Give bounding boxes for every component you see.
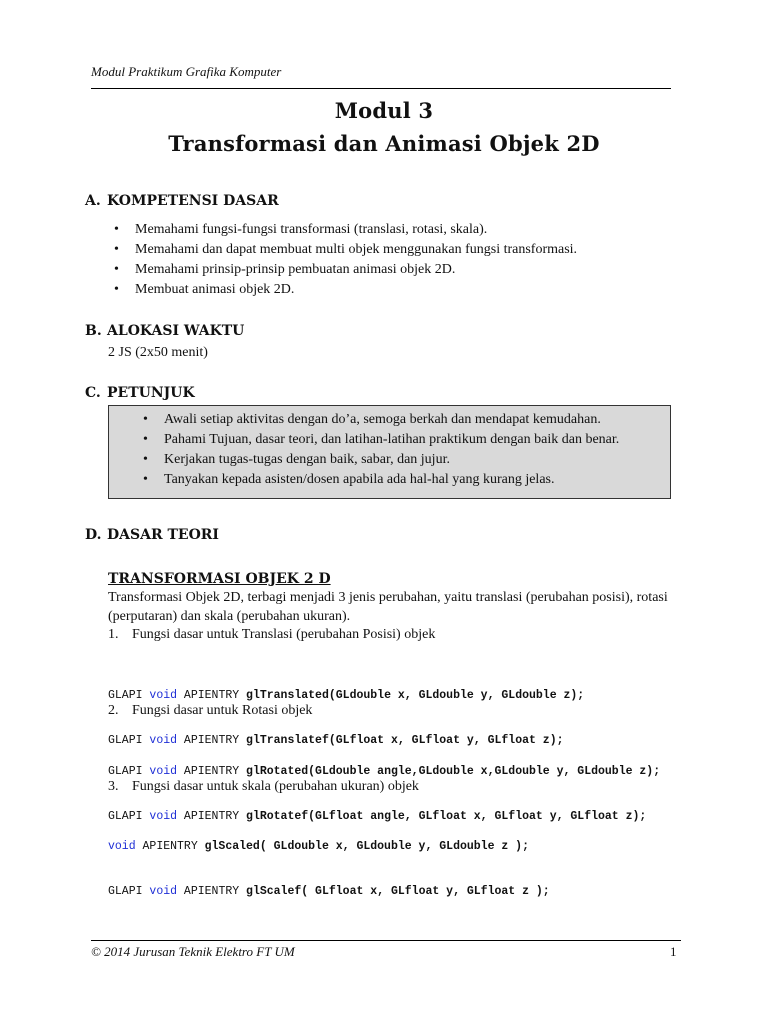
- instructions-list: [139, 410, 619, 490]
- list-item: • Tanyakan kepada asisten/dosen apabila ada hal-hal yang kurang jelas.: [139, 470, 619, 490]
- code-line: GLAPI void APIENTRY glTranslatef(GLfloat x, GLfloat y, GLfloat z);: [108, 734, 564, 747]
- item-text: Fungsi dasar untuk Translasi (perubahan Posisi) objek: [132, 627, 436, 642]
- footer-copyright: © 2014 Jurusan Teknik Elektro FT UM: [91, 944, 295, 959]
- list-item: • Awali setiap aktivitas dengan do’a, semoga berkah dan mendapat kemudahan.: [139, 410, 619, 430]
- page-number: 1: [670, 944, 677, 959]
- section-a-letter: A.: [85, 193, 101, 209]
- list-item: • Memahami prinsip-prinsip pembuatan animasi objek 2D.: [110, 260, 577, 280]
- code-line: void APIENTRY glScaled( GLdouble x, GLdouble y, GLdouble z );: [108, 840, 529, 853]
- list-item: • Kerjakan tugas-tugas dengan baik, sabar, dan jujur.: [139, 450, 619, 470]
- section-c-letter: C.: [85, 385, 101, 401]
- item-text: Fungsi dasar untuk skala (perubahan ukuran) objek: [132, 779, 419, 794]
- instructions-box: [108, 405, 671, 499]
- section-b-title: ALOKASI WAKTU: [107, 323, 245, 339]
- item-number: 2.: [108, 703, 119, 718]
- item-text: Fungsi dasar untuk Rotasi objek: [132, 703, 313, 718]
- section-a-title: KOMPETENSI DASAR: [107, 193, 279, 209]
- numbered-item-translation: [108, 627, 435, 643]
- section-a-heading: [85, 193, 279, 209]
- list-item: • Memahami dan dapat membuat multi objek menggunakan fungsi transformasi.: [110, 240, 577, 260]
- running-header: Modul Praktikum Grafika Komputer: [91, 64, 282, 79]
- section-d-title: DASAR TEORI: [107, 527, 219, 543]
- theory-intro: Transformasi Objek 2D, terbagi menjadi 3 jenis perubahan, yaitu translasi (perubahan posisi), rotasi (perputaran) dan skala (perubahan ukuran).: [108, 590, 668, 624]
- section-b-heading: [85, 323, 244, 339]
- module-number: Modul 3: [334, 98, 434, 123]
- module-title: Transformasi dan Animasi Objek 2D: [168, 131, 600, 156]
- time-allocation-text: 2 JS (2x50 menit): [108, 345, 208, 360]
- numbered-item-scale: [108, 779, 419, 795]
- code-block-scale: [108, 809, 550, 929]
- list-item: • Memahami fungsi-fungsi transformasi (translasi, rotasi, skala).: [110, 220, 577, 240]
- list-item: • Membuat animasi objek 2D.: [110, 280, 577, 300]
- footer-divider: [91, 940, 681, 941]
- code-line: GLAPI void APIENTRY glRotated(GLdouble angle,GLdouble x,GLdouble y, GLdouble z);: [108, 765, 661, 778]
- section-d-heading: [85, 527, 219, 543]
- section-c-title: PETUNJUK: [107, 385, 195, 401]
- header-divider: [91, 88, 671, 89]
- numbered-item-rotation: [108, 703, 312, 719]
- item-number: 3.: [108, 779, 119, 794]
- theory-subheading: TRANSFORMASI OBJEK 2 D: [108, 571, 331, 587]
- section-d-letter: D.: [85, 527, 102, 543]
- section-c-heading: [85, 385, 195, 401]
- item-number: 1.: [108, 627, 119, 642]
- code-line: GLAPI void APIENTRY glRotatef(GLfloat angle, GLfloat x, GLfloat y, GLfloat z);: [108, 810, 647, 823]
- list-item: • Pahami Tujuan, dasar teori, dan latihan-latihan praktikum dengan baik dan benar.: [139, 430, 619, 450]
- code-line: GLAPI void APIENTRY glTranslated(GLdouble x, GLdouble y, GLdouble z);: [108, 689, 585, 702]
- competency-list: [110, 220, 577, 300]
- section-b-letter: B.: [85, 323, 102, 339]
- code-line: GLAPI void APIENTRY glScalef( GLfloat x, GLfloat y, GLfloat z );: [108, 885, 550, 898]
